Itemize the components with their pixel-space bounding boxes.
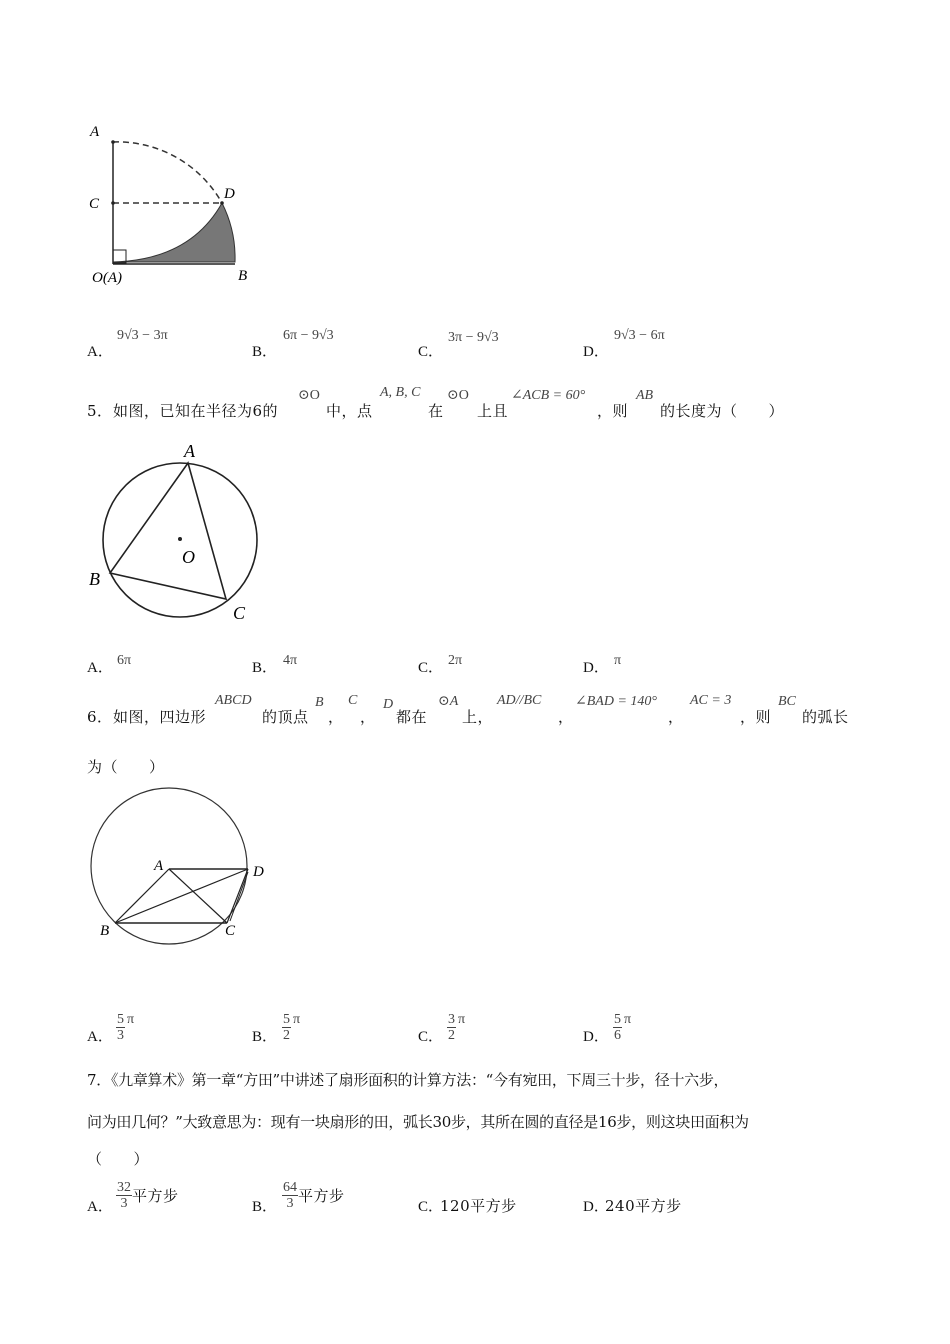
q7-text-line3: （ ） <box>87 1150 150 1168</box>
denominator: 3 <box>286 1196 294 1211</box>
numerator: 5 <box>117 1012 124 1027</box>
q5-option-a[interactable]: A． <box>87 660 113 676</box>
q6-option-b[interactable]: B． <box>252 1029 278 1045</box>
label-A: A <box>90 124 100 140</box>
q4-option-d[interactable] <box>583 340 609 361</box>
denominator: 2 <box>448 1028 455 1043</box>
q7-option-b[interactable]: B． <box>252 1199 278 1215</box>
q6-text: ， <box>558 708 574 726</box>
numerator: 5 <box>283 1012 290 1027</box>
label-O: O <box>182 547 195 567</box>
q6-text: 的顶点 <box>262 708 309 726</box>
q5-option-b[interactable]: B． <box>252 660 278 676</box>
q4-option-c[interactable] <box>418 340 443 361</box>
q6-point-b: B <box>315 695 324 710</box>
q6-text: ，则 <box>740 708 772 726</box>
q6-text: ， <box>360 708 376 726</box>
q6-ac: AC = 3 <box>690 693 732 708</box>
q6-quad: ABCD <box>215 693 252 708</box>
q4-option-a[interactable] <box>87 340 113 361</box>
q4-option-b-value: 6π − 9√3 <box>283 328 334 343</box>
q6-point-d: D <box>383 697 394 712</box>
numerator: 5 <box>614 1012 621 1027</box>
q5-points: A, B, C <box>380 385 421 400</box>
q5-option-c-value: 2π <box>448 653 463 668</box>
q5-text: 如图，已知在半径为6的 <box>113 402 279 420</box>
q5-option-b-value: 4π <box>283 653 298 668</box>
q7-option-b-value <box>282 1180 345 1211</box>
label-O: O(A) <box>92 270 122 286</box>
denominator: 3 <box>120 1196 128 1211</box>
q6-option-c[interactable]: C． <box>418 1029 444 1045</box>
option-label: C． <box>418 344 444 360</box>
q6-option-d[interactable]: D． <box>583 1029 609 1045</box>
q7-option-c[interactable]: C． <box>418 1199 444 1215</box>
q6-parallel: AD//BC <box>497 693 542 708</box>
q7-text-line2: 问为田几何？”大致意思为：现有一块扇形的田，弧长30步，其所在圆的直径是16步，则这块田面积为 <box>87 1113 749 1131</box>
denominator: 2 <box>283 1028 290 1043</box>
label-D: D <box>253 864 264 880</box>
q4-figure-quarter-circle <box>80 110 260 290</box>
q5-arc-ab: AB <box>636 388 654 403</box>
label-A: A <box>154 858 164 874</box>
label-C: C <box>233 603 246 623</box>
numerator: 3 <box>448 1012 455 1027</box>
q6-text-line2: 为（ ） <box>87 758 165 776</box>
q6-text: 如图，四边形 <box>113 708 207 726</box>
label-C: C <box>225 923 236 939</box>
pi: π <box>458 1012 466 1027</box>
label-B: B <box>89 569 100 589</box>
q6-option-c-value <box>447 1012 465 1043</box>
q5-number: 5． <box>87 402 113 420</box>
numerator: 64 <box>283 1180 297 1195</box>
q5-text: 的长度为（ ） <box>660 402 785 420</box>
q7-option-c-value: 120平方步 <box>440 1197 517 1215</box>
q5-circle-o: ⊙O <box>298 388 320 403</box>
q4-option-a-value: 9√3 − 3π <box>117 328 168 343</box>
label-A: A <box>184 441 195 461</box>
pi: π <box>624 1012 632 1027</box>
pi: π <box>293 1012 301 1027</box>
q6-circle-a: ⊙A <box>438 694 459 709</box>
q6-text: ， <box>328 708 344 726</box>
q7-text-line1: 7．《九章算术》第一章“方田”中讲述了扇形面积的计算方法：“今有宛田，下周三十步，径十六步， <box>87 1071 729 1089</box>
q6-point-c: C <box>348 693 358 708</box>
label-D: D <box>224 186 235 202</box>
q6-angle: ∠BAD = 140° <box>575 694 657 709</box>
q5-option-c[interactable]: C． <box>418 660 444 676</box>
label-C: C <box>89 196 100 212</box>
unit: 平方步 <box>132 1187 179 1205</box>
q5-text: 上且 <box>477 402 509 420</box>
q5-option-a-value: 6π <box>117 653 132 668</box>
q7-option-d-value: 240平方步 <box>605 1197 682 1215</box>
label-B: B <box>100 923 110 939</box>
q5-angle: ∠ACB = 60° <box>511 388 586 403</box>
denominator: 6 <box>614 1028 621 1043</box>
q6-text: ， <box>668 708 684 726</box>
q5-text: 在 <box>428 402 444 420</box>
q6-figure-circle-parallelogram <box>80 780 280 950</box>
q6-option-d-value <box>613 1012 631 1043</box>
q6-arc-bc: BC <box>778 694 796 709</box>
q6-option-a-value <box>116 1012 134 1043</box>
label-B: B <box>238 268 248 284</box>
q4-option-d-value: 9√3 − 6π <box>614 328 665 343</box>
q7-option-a-value <box>116 1180 179 1211</box>
q5-option-d-value: π <box>614 653 622 668</box>
q6-text: 上， <box>462 708 494 726</box>
numerator: 32 <box>117 1180 131 1195</box>
q5-circle-o: ⊙O <box>447 388 469 403</box>
q5-text: ，则 <box>597 402 629 420</box>
q4-option-b[interactable] <box>252 340 277 361</box>
q5-figure-circle-triangle <box>85 435 275 630</box>
option-label: D． <box>583 344 609 360</box>
q5-option-d[interactable]: D． <box>583 660 609 676</box>
option-label: B． <box>252 344 278 360</box>
q6-text: 都在 <box>396 708 428 726</box>
q7-option-a[interactable]: A． <box>87 1199 113 1215</box>
q6-text: 的弧长 <box>802 708 849 726</box>
unit: 平方步 <box>298 1187 345 1205</box>
pi: π <box>127 1012 135 1027</box>
q4-option-c-value: 3π − 9√3 <box>448 330 499 345</box>
q6-number: 6． <box>87 708 113 726</box>
denominator: 3 <box>117 1028 124 1043</box>
q6-option-a[interactable]: A． <box>87 1029 113 1045</box>
option-label: A． <box>87 344 113 360</box>
q6-option-b-value <box>282 1012 300 1043</box>
q7-option-d[interactable]: D． <box>583 1199 609 1215</box>
q5-text: 中，点 <box>326 402 373 420</box>
